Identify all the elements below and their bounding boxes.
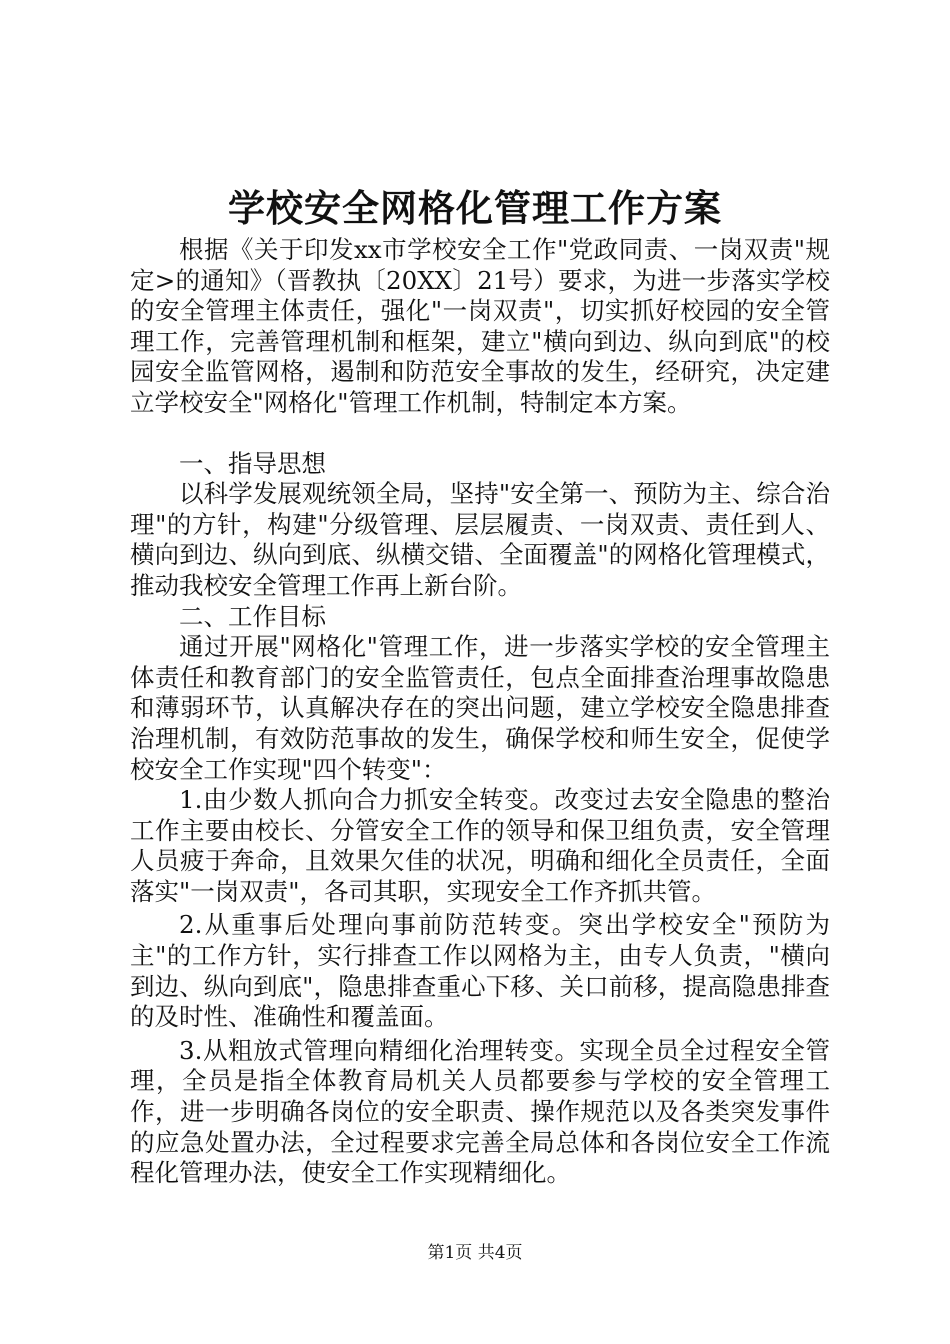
- goal-item-1: 1.由少数人抓向合力抓安全转变。改变过去安全隐患的整治工作主要由校长、分管安全工作的领导和保卫组负责，安全管理人员疲于奔命，且效果欠佳的状况，明确和细化全员责任，全面落实"一岗双责"，各司其职，实现安全工作齐抓共管。: [130, 785, 830, 906]
- intro-paragraph: 根据《关于印发xx市学校安全工作"党政同责、一岗双责"规定>的通知》（晋教执〔20XX〕21号）要求，为进一步落实学校的安全管理主体责任，强化"一岗双责"，切实抓好校园的安全管理工作，完善管理机制和框架，建立"横向到边、纵向到底"的校园安全监管网格，遏制和防范安全事故的发生，经研究，决定建立学校安全"网格化"管理工作机制，特制定本方案。: [130, 235, 830, 417]
- goal-item-2: 2.从重事后处理向事前防范转变。突出学校安全"预防为主"的工作方针，实行排查工作以网格为主，由专人负责，"横向到边、纵向到底"，隐患排查重心下移、关口前移，提高隐患排查的及时性、准确性和覆盖面。: [130, 910, 830, 1032]
- goal-item-3: 3.从粗放式管理向精细化治理转变。实现全员全过程安全管理，全员是指全体教育局机关人员都要参与学校的安全管理工作，进一步明确各岗位的安全职责、操作规范以及各类突发事件的应急处置办法，全过程要求完善全局总体和各岗位安全工作流程化管理办法，使安全工作实现精细化。: [130, 1035, 830, 1188]
- guiding-thought-paragraph: 以科学发展观统领全局，坚持"安全第一、预防为主、综合治理"的方针，构建"分级管理、层层履责、一岗双责、责任到人、横向到边、纵向到底、纵横交错、全面覆盖"的网格化管理模式，推动我校安全管理工作再上新台阶。: [130, 479, 830, 600]
- paragraph-spacer: [130, 419, 830, 449]
- section-heading-guiding-thought: 一、指导思想: [179, 448, 326, 478]
- section-heading-work-goals: 二、工作目标: [179, 601, 326, 631]
- work-goals-paragraph: 通过开展"网格化"管理工作，进一步落实学校的安全管理主体责任和教育部门的安全监管责任，包点全面排查治理事故隐患和薄弱环节，认真解决存在的突出问题，建立学校安全隐患排查治理机制，有效防范事故的发生，确保学校和师生安全，促使学校安全工作实现"四个转变"：: [130, 632, 830, 784]
- document-title: 学校安全网格化管理工作方案: [228, 186, 722, 230]
- document-body: [130, 235, 830, 1189]
- page-number-footer: 第1页 共4页: [427, 1243, 523, 1263]
